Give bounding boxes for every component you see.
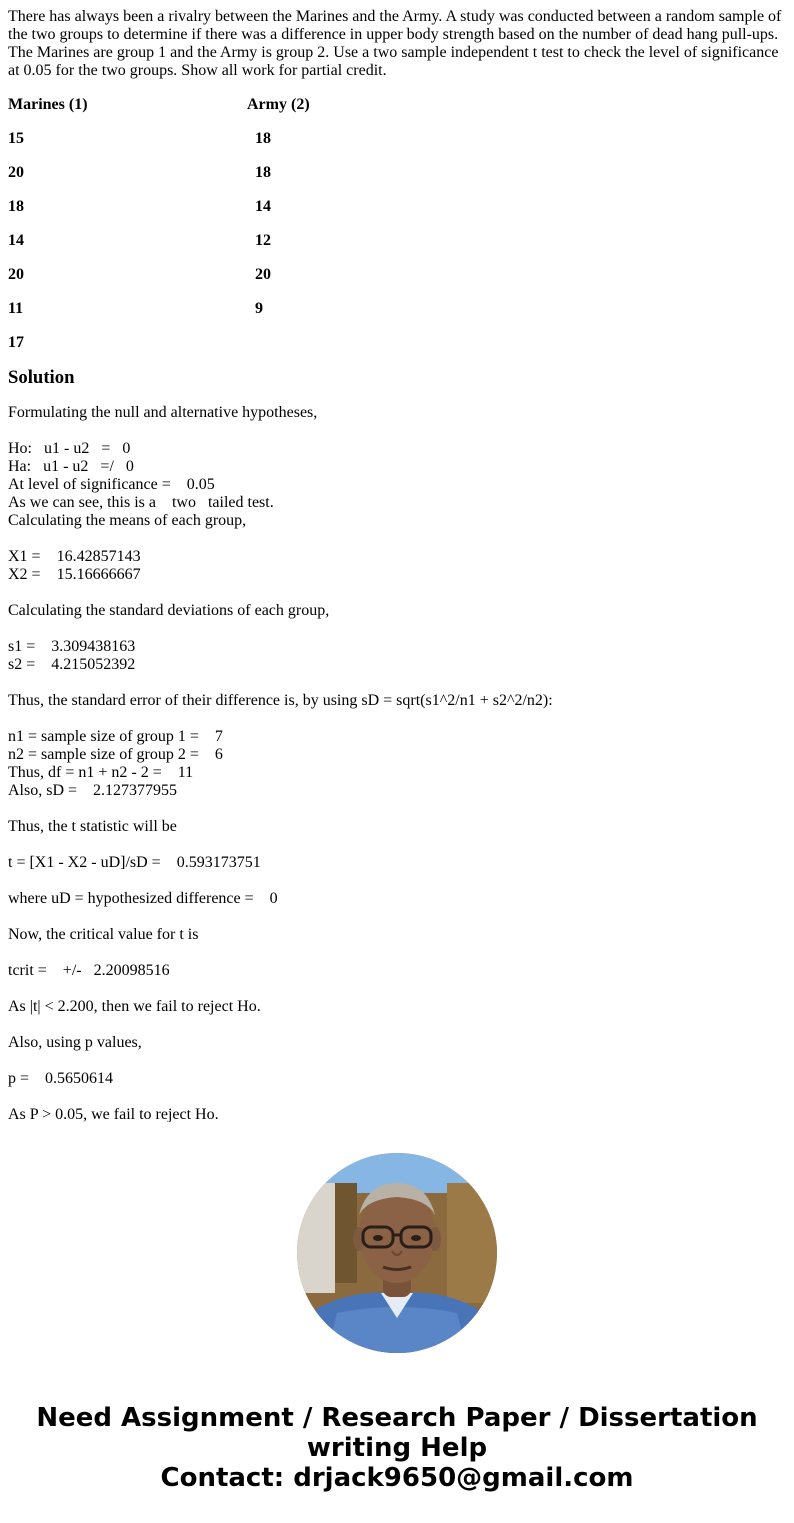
solution-line: Thus, df = n1 + n2 - 2 = 11 xyxy=(8,764,194,781)
table-row xyxy=(8,300,786,318)
solution-line: s2 = 4.215052392 xyxy=(8,656,136,673)
solution-line: tcrit = +/- 2.20098516 xyxy=(8,962,170,979)
table-row xyxy=(8,198,786,216)
marines-value: 20 xyxy=(8,266,24,283)
solution-line: X1 = 16.42857143 xyxy=(8,548,141,565)
blank-line xyxy=(8,1088,786,1106)
solution-line: s1 = 3.309438163 xyxy=(8,638,136,655)
footer-contact-email: Contact: drjack9650@gmail.com xyxy=(160,1463,634,1493)
marines-value: 17 xyxy=(8,334,24,351)
solution-line: Thus, the standard error of their difference is, by using sD = sqrt(s1^2/n1 + s2^2/n2): xyxy=(8,692,553,709)
question-text: There has always been a rivalry between the Marines and the Army. A study was conducted between a random sample of the two groups to determine if there was a difference in upper body strength based on the number of dead hang pull-ups. The Marines are group 1 and the Army is group 2. Use a two sample independent t test to check the level of significance at 0.05 for the two groups. Show all work for partial credit. xyxy=(8,8,782,79)
table-header-row xyxy=(8,96,786,114)
blank-line xyxy=(8,836,786,854)
blank-line xyxy=(8,584,786,602)
solution-line: Also, sD = 2.127377955 xyxy=(8,782,178,799)
marines-value: 15 xyxy=(8,130,24,147)
blank-line xyxy=(8,908,786,926)
solution-line: n1 = sample size of group 1 = 7 xyxy=(8,728,223,745)
army-value: 18 xyxy=(247,130,271,147)
marines-value: 14 xyxy=(8,232,24,249)
solution-line: where uD = hypothesized difference = 0 xyxy=(8,890,278,907)
solution-line: Now, the critical value for t is xyxy=(8,926,199,943)
blank-line xyxy=(8,1016,786,1034)
solution-line: n2 = sample size of group 2 = 6 xyxy=(8,746,223,763)
author-photo xyxy=(297,1153,497,1353)
solution-line: Ho: u1 - u2 = 0 xyxy=(8,440,131,457)
blank-line xyxy=(8,872,786,890)
solution-line: As we can see, this is a two tailed test. xyxy=(8,494,274,511)
blank-line xyxy=(8,620,786,638)
table-row xyxy=(8,334,786,352)
footer-line-1: Need Assignment / Research Paper / Dissertation xyxy=(36,1403,758,1433)
solution-line: As P > 0.05, we fail to reject Ho. xyxy=(8,1106,219,1122)
blank-line xyxy=(8,530,786,548)
marines-header: Marines (1) xyxy=(8,96,88,113)
solution-line: X2 = 15.16666667 xyxy=(8,566,141,583)
army-header: Army (2) xyxy=(247,96,310,113)
table-row xyxy=(8,164,786,182)
solution-document xyxy=(8,8,786,1122)
solution-line: Thus, the t statistic will be xyxy=(8,818,177,835)
marines-value: 11 xyxy=(8,300,24,317)
solution-line: p = 0.5650614 xyxy=(8,1070,114,1087)
table-row xyxy=(8,130,786,148)
army-value: 14 xyxy=(247,198,271,215)
solution-line: Formulating the null and alternative hypotheses, xyxy=(8,404,318,421)
blank-line xyxy=(8,674,786,692)
solution-heading: Solution xyxy=(8,367,75,388)
table-row xyxy=(8,232,786,250)
blank-line xyxy=(8,944,786,962)
solution-line: As |t| < 2.200, then we fail to reject Ho. xyxy=(8,998,261,1015)
solution-line: Also, using p values, xyxy=(8,1034,142,1051)
blank-line xyxy=(8,800,786,818)
marines-value: 18 xyxy=(8,198,24,215)
army-value: 12 xyxy=(247,232,271,249)
blank-line xyxy=(8,422,786,440)
solution-line: Ha: u1 - u2 =/ 0 xyxy=(8,458,134,475)
army-value: 9 xyxy=(247,300,263,317)
marines-value: 20 xyxy=(8,164,24,181)
blank-line xyxy=(8,710,786,728)
author-portrait-image xyxy=(297,1153,497,1353)
table-row xyxy=(8,266,786,284)
solution-line: At level of significance = 0.05 xyxy=(8,476,215,493)
blank-line xyxy=(8,980,786,998)
army-value: 18 xyxy=(247,164,271,181)
army-value: 20 xyxy=(247,266,271,283)
footer-line-2: writing Help xyxy=(306,1433,488,1463)
solution-line: t = [X1 - X2 - uD]/sD = 0.593173751 xyxy=(8,854,261,871)
blank-line xyxy=(8,1052,786,1070)
solution-line: Calculating the standard deviations of each group, xyxy=(8,602,330,619)
footer-contact-banner xyxy=(0,1403,794,1493)
solution-line: Calculating the means of each group, xyxy=(8,512,247,529)
